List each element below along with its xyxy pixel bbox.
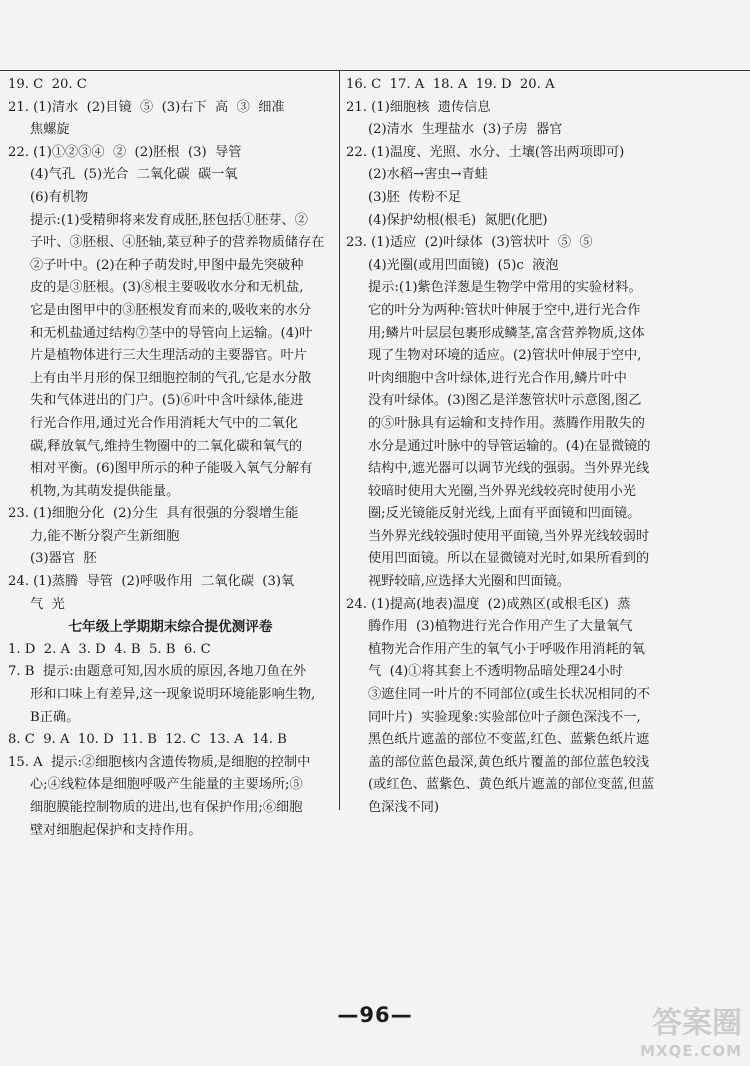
answer-line: (3)胚 传粉不足 <box>368 189 462 205</box>
answer-line: (3)器官 胚 <box>30 551 97 567</box>
answer-line: 腾作用 (3)植物进行光合作用产生了大量氧气 <box>368 619 633 635</box>
answer-line: 7. B 提示:由题意可知,因水质的原因,各地刀鱼在外 <box>8 664 307 680</box>
watermark-brand: 答案圈 <box>652 1006 742 1041</box>
answer-line: 色深浅不同) <box>368 800 440 815</box>
answer-line: 提示:(1)紫色洋葱是生物学中常用的实验材料。 <box>368 280 642 296</box>
answer-line: 21. (1)清水 (2)目镜 ⑤ (3)右下 高 ③ 细准 <box>8 99 285 115</box>
answer-line: 力,能不断分裂产生新细胞 <box>30 528 180 544</box>
answer-line: 黑色纸片遮盖的部位不变蓝,红色、蓝紫色纸片遮 <box>368 732 650 748</box>
answer-line: 结构中,遮光器可以调节光线的强弱。当外界光线 <box>368 461 650 477</box>
answer-line: 8. C 9. A 10. D 11. B 12. C 13. A 14. B <box>8 732 287 748</box>
answer-line: 细胞膜能控制物质的进出,也有保护作用;⑥细胞 <box>30 800 303 815</box>
answer-line: 22. (1)①②③④ ② (2)胚根 (3) 导管 <box>8 144 242 160</box>
answer-line: 碳,释放氧气,维持生物圈中的二氧化碳和氧气的 <box>30 438 303 454</box>
answer-line: 的⑤叶脉具有运输和支持作用。蒸腾作用散失的 <box>368 415 645 431</box>
answer-line: 子叶、③胚根、④胚轴,菜豆种子的营养物质储存在 <box>30 235 325 251</box>
top-rule <box>0 70 750 71</box>
answer-line: 叶肉细胞中含叶绿体,进行光合作用,鳞片叶中 <box>368 370 627 386</box>
answer-line: ③遮住同一叶片的不同部位(或生长状况相同的不 <box>368 687 651 703</box>
answer-line: 皮的是③胚根。(3)⑧根主要吸收水分和无机盐, <box>30 280 304 296</box>
answer-line: 和无机盐通过结构⑦茎中的导管向上运输。(4)叶 <box>30 325 313 341</box>
answer-line: 24. (1)提高(地表)温度 (2)成熟区(或根毛区) 蒸 <box>346 596 631 612</box>
answer-line: 行光合作用,通过光合作用消耗大气中的二氧化 <box>30 415 298 431</box>
answer-line: 形和口味上有差异,这一现象说明环境能影响生物, <box>30 687 316 703</box>
left-column <box>8 74 333 842</box>
answer-line: (或红色、蓝紫色、黄色纸片遮盖的部位变蓝,但蓝 <box>368 777 655 793</box>
answer-line: 壁对细胞起保护和支持作用。 <box>30 822 202 838</box>
answer-line: 16. C 17. A 18. A 19. D 20. A <box>346 77 555 92</box>
answer-line: 水分是通过叶脉中的导管运输的。(4)在显微镜的 <box>368 438 651 454</box>
answer-line: 盖的部位蓝色最深,黄色纸片覆盖的部位蓝色较浅 <box>368 754 650 770</box>
answer-line: 植物光合作用产生的氧气小于呼吸作用消耗的氧 <box>368 641 645 657</box>
answer-line: 它的叶分为两种:管状叶伸展于空中,进行光合作 <box>368 302 641 318</box>
answer-line: 19. C 20. C <box>8 77 87 92</box>
answer-line: (2)水稻→害虫→青蛙 <box>368 167 488 183</box>
answer-line: (4)保护幼根(根毛) 氮肥(化肥) <box>368 212 548 228</box>
answer-line: B正确。 <box>30 709 80 725</box>
answer-line: 15. A 提示:②细胞核内含遗传物质,是细胞的控制中 <box>8 754 311 770</box>
answer-line: 23. (1)适应 (2)叶绿体 (3)管状叶 ⑤ ⑤ <box>346 235 593 251</box>
answer-line: 1. D 2. A 3. D 4. B 5. B 6. C <box>8 641 211 657</box>
answer-line: (4)气孔 (5)光合 二氧化碳 碳一氧 <box>30 167 238 183</box>
answer-line: 相对平衡。(6)图甲所示的种子能吸入氧气分解有 <box>30 461 313 477</box>
answer-line: 21. (1)细胞核 遗传信息 <box>346 99 491 115</box>
answer-line: 心;④线粒体是细胞呼吸产生能量的主要场所;⑤ <box>30 777 303 793</box>
answer-line: 失和气体进出的门户。(5)⑥叶中含叶绿体,能进 <box>30 393 304 409</box>
answer-line: 较暗时使用大光圈,当外界光线较亮时使用小光 <box>368 483 636 499</box>
answer-line: 焦螺旋 <box>30 122 70 138</box>
watermark-url: MXQE.COM <box>640 1042 742 1060</box>
right-column <box>346 74 738 820</box>
answer-line: 用;鳞片叶层层包裹形成鳞茎,富含营养物质,这体 <box>368 325 645 341</box>
answer-line: 23. (1)细胞分化 (2)分生 具有很强的分裂增生能 <box>8 506 299 522</box>
answer-line: ②子叶中。(2)在种子萌发时,甲图中最先突破种 <box>30 257 304 273</box>
answer-line: 视野较暗,应选择大光圈和凹面镜。 <box>368 574 571 590</box>
answer-line: (4)光圈(或用凹面镜) (5)c 液泡 <box>368 257 559 273</box>
answer-line: 它是由图甲中的③胚根发育而来的,吸收来的水分 <box>30 302 312 318</box>
answer-line: 22. (1)温度、光照、水分、土壤(答出两项即可) <box>346 144 625 160</box>
answer-line: 片是植物体进行三大生理活动的主要器官。叶片 <box>30 348 307 364</box>
answer-line: 圈;反光镜能反射光线,上面有平面镜和凹面镜。 <box>368 506 641 522</box>
answer-line: 当外界光线较强时使用平面镜,当外界光线较弱时 <box>368 528 650 544</box>
answer-line: (2)清水 生理盐水 (3)子房 器官 <box>368 122 563 138</box>
watermark-logo <box>602 998 742 1060</box>
answer-line: 24. (1)蒸腾 导管 (2)呼吸作用 二氧化碳 (3)氧 <box>8 574 295 590</box>
answer-line: 气 光 <box>30 596 65 612</box>
answer-line: 提示:(1)受精卵将来发育成胚,胚包括①胚芽、② <box>30 212 308 228</box>
answer-line: 现了生物对环境的适应。(2)管状叶伸展于空中, <box>368 348 642 364</box>
answer-line: 气 (4)①将其套上不透明物品暗处理24小时 <box>368 664 623 680</box>
answer-line: (6)有机物 <box>30 189 89 205</box>
answer-line: 没有叶绿体。(3)图乙是洋葱管状叶示意图,图乙 <box>368 393 642 409</box>
page-number: —96— <box>337 1003 413 1027</box>
answer-line: 同叶片) 实验现象:实验部位叶子颜色深浅不一, <box>368 709 641 725</box>
section-heading: 七年级上学期期末综合提优测评卷 <box>68 619 273 636</box>
column-divider <box>339 70 340 810</box>
answer-line: 上有由半月形的保卫细胞控制的气孔,它是水分散 <box>30 370 312 386</box>
answer-line: 机物,为其萌发提供能量。 <box>30 483 180 499</box>
answer-line: 使用凹面镜。所以在显微镜对光时,如果所看到的 <box>368 551 650 567</box>
